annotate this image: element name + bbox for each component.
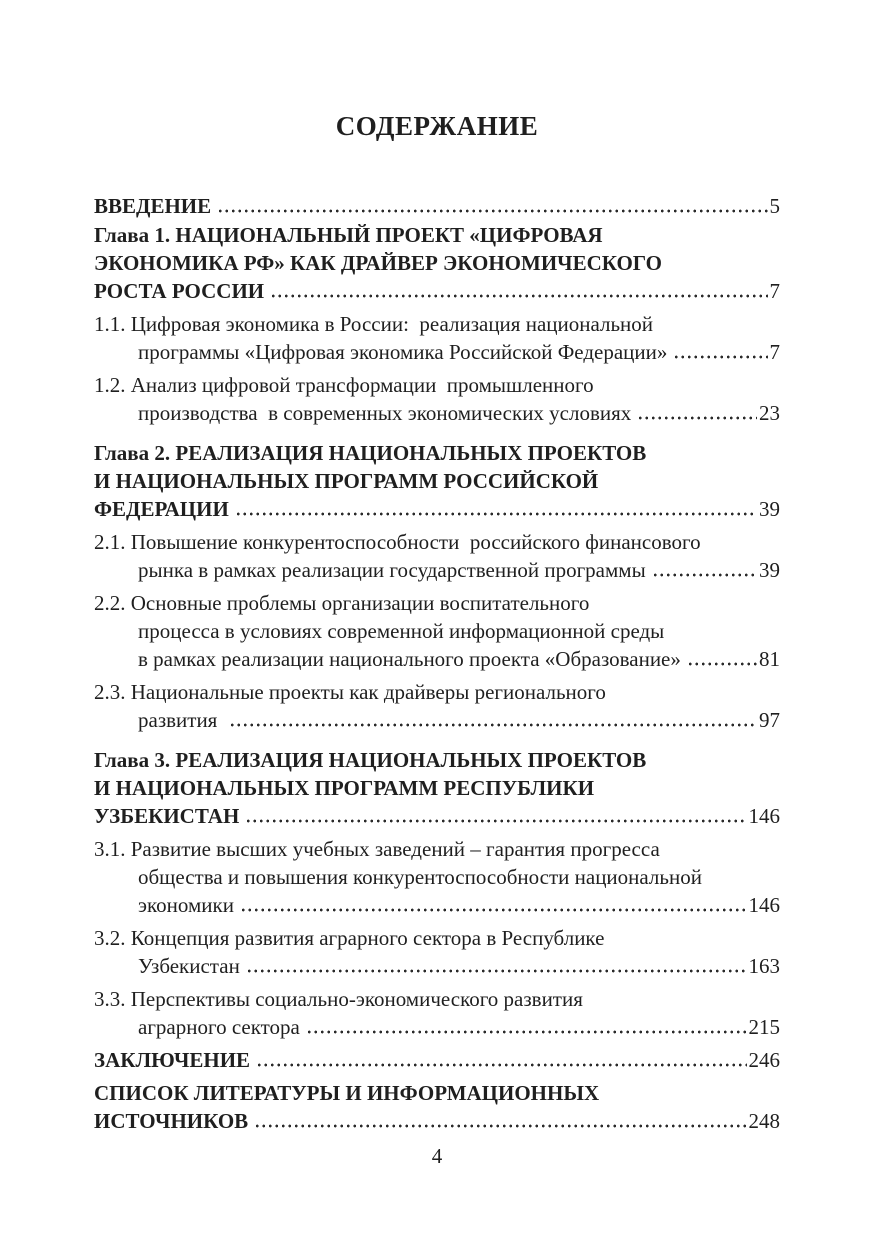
toc-entry-text: экономики bbox=[138, 893, 234, 917]
toc-page-ref: 39 bbox=[759, 558, 780, 582]
toc-entry bbox=[94, 746, 780, 830]
toc-entry-line bbox=[94, 249, 780, 277]
toc-page-ref: 7 bbox=[769, 279, 780, 303]
toc-entry-text: рынка в рамках реализации государственной программы bbox=[138, 558, 646, 582]
toc-page-ref: 7 bbox=[769, 340, 780, 364]
toc-entry-text: Глава 3. РЕАЛИЗАЦИЯ НАЦИОНАЛЬНЫХ ПРОЕКТОВ bbox=[94, 748, 647, 772]
dot-leader bbox=[637, 415, 757, 421]
toc-entry-text: СПИСОК ЛИТЕРАТУРЫ И ИНФОРМАЦИОННЫХ bbox=[94, 1081, 600, 1105]
toc-entry-text: ЗАКЛЮЧЕНИЕ bbox=[94, 1048, 251, 1072]
toc-entry-line bbox=[94, 277, 780, 305]
toc-page-ref: 146 bbox=[748, 893, 780, 917]
toc-entry-line bbox=[94, 528, 780, 556]
toc-entry-line bbox=[94, 863, 780, 891]
toc-entry-line bbox=[94, 310, 780, 338]
toc-page-ref: 5 bbox=[769, 194, 780, 218]
toc-entry-line bbox=[94, 467, 780, 495]
dot-leader bbox=[652, 572, 757, 578]
toc-entry-text: в рамках реализации национального проекта «Образование» bbox=[138, 647, 681, 671]
toc-entry-line bbox=[94, 952, 780, 980]
toc-entry bbox=[94, 221, 780, 305]
toc-page-ref: 146 bbox=[748, 804, 780, 828]
toc-entry-text: ЭКОНОМИКА РФ» КАК ДРАЙВЕР ЭКОНОМИЧЕСКОГО bbox=[94, 251, 662, 275]
dot-leader bbox=[240, 907, 747, 913]
toc-entry bbox=[94, 924, 780, 980]
toc-entry-text: 1.2. Анализ цифровой трансформации промышленного bbox=[94, 373, 594, 397]
toc-entry bbox=[94, 528, 780, 584]
toc-entry-line bbox=[94, 439, 780, 467]
toc-entry-line bbox=[94, 371, 780, 399]
toc-entry-line bbox=[94, 774, 780, 802]
toc-entry-text: УЗБЕКИСТАН bbox=[94, 804, 240, 828]
toc-entry-text: И НАЦИОНАЛЬНЫХ ПРОГРАММ РОССИЙСКОЙ bbox=[94, 469, 599, 493]
dot-leader bbox=[256, 1062, 746, 1068]
toc-title: СОДЕРЖАНИЕ bbox=[335, 111, 539, 141]
toc-page-ref: 97 bbox=[759, 708, 780, 732]
toc-entry bbox=[94, 678, 780, 734]
toc-entry-line bbox=[94, 835, 780, 863]
toc-page-ref: 23 bbox=[759, 401, 780, 425]
toc-page-ref: 81 bbox=[759, 647, 780, 671]
toc-entry-text: процесса в условиях современной информационной среды bbox=[138, 619, 665, 643]
toc-entry-line bbox=[94, 399, 780, 427]
toc-entry bbox=[94, 371, 780, 427]
page-number: 4 bbox=[431, 1144, 443, 1168]
toc-entry-text: Глава 1. НАЦИОНАЛЬНЫЙ ПРОЕКТ «ЦИФРОВАЯ bbox=[94, 223, 603, 247]
toc-entry-text: 3.1. Развитие высших учебных заведений – гарантия прогресса bbox=[94, 837, 660, 861]
toc-entry-text: РОСТА РОССИИ bbox=[94, 279, 265, 303]
dot-leader bbox=[270, 293, 767, 299]
toc-entry-line bbox=[94, 746, 780, 774]
dot-leader bbox=[217, 208, 767, 214]
toc-entry-text: ИСТОЧНИКОВ bbox=[94, 1109, 249, 1133]
toc-entry-text: общества и повышения конкурентоспособности национальной bbox=[138, 865, 702, 889]
toc-page-ref: 246 bbox=[748, 1048, 780, 1072]
toc-entry-line bbox=[94, 495, 780, 523]
toc-entry-text: 3.3. Перспективы социально-экономического развития bbox=[94, 987, 583, 1011]
toc-entry-text: 2.2. Основные проблемы организации воспитательного bbox=[94, 591, 590, 615]
dot-leader bbox=[673, 354, 767, 360]
toc-entry-text: ФЕДЕРАЦИИ bbox=[94, 497, 229, 521]
toc-entry-line bbox=[94, 706, 780, 734]
toc-page-ref: 248 bbox=[748, 1109, 780, 1133]
toc-entry-text: Глава 2. РЕАЛИЗАЦИЯ НАЦИОНАЛЬНЫХ ПРОЕКТОВ bbox=[94, 441, 647, 465]
toc-entry-line bbox=[94, 338, 780, 366]
toc-entry bbox=[94, 192, 780, 220]
toc-entry-line bbox=[94, 1079, 780, 1107]
dot-leader bbox=[235, 511, 757, 517]
toc-entry-line bbox=[94, 192, 780, 220]
dot-leader bbox=[254, 1123, 746, 1129]
toc-entry-text: аграрного сектора bbox=[138, 1015, 300, 1039]
toc-entry bbox=[94, 439, 780, 523]
toc-list bbox=[94, 192, 780, 1135]
dot-leader bbox=[245, 818, 746, 824]
toc-entry-line bbox=[94, 891, 780, 919]
toc-entry-line bbox=[94, 678, 780, 706]
dot-leader bbox=[246, 968, 747, 974]
toc-entry-text: 1.1. Цифровая экономика в России: реализация национальной bbox=[94, 312, 654, 336]
toc-entry-text: 3.2. Концепция развития аграрного сектора в Республике bbox=[94, 926, 605, 950]
toc-entry-line bbox=[94, 924, 780, 952]
toc-entry-line bbox=[94, 221, 780, 249]
toc-entry-text: 2.1. Повышение конкурентоспособности российского финансового bbox=[94, 530, 701, 554]
toc-entry-text: Узбекистан bbox=[138, 954, 240, 978]
toc-entry bbox=[94, 589, 780, 673]
toc-entry bbox=[94, 1046, 780, 1074]
dot-leader bbox=[229, 722, 757, 728]
toc-page-ref: 39 bbox=[759, 497, 780, 521]
toc-entry-line bbox=[94, 1107, 780, 1135]
toc-entry-line bbox=[94, 645, 780, 673]
toc-page-ref: 163 bbox=[748, 954, 780, 978]
toc-entry-text: 2.3. Национальные проекты как драйверы регионального bbox=[94, 680, 606, 704]
toc-entry-text: программы «Цифровая экономика Российской Федерации» bbox=[138, 340, 668, 364]
toc-entry-line bbox=[94, 1046, 780, 1074]
toc-page-ref: 215 bbox=[748, 1015, 780, 1039]
toc-entry-line bbox=[94, 617, 780, 645]
dot-leader bbox=[687, 661, 757, 667]
toc-entry-text: развития bbox=[138, 708, 223, 732]
toc-entry-text: И НАЦИОНАЛЬНЫХ ПРОГРАММ РЕСПУБЛИКИ bbox=[94, 776, 595, 800]
toc-entry bbox=[94, 835, 780, 919]
toc-entry-line bbox=[94, 985, 780, 1013]
toc-entry-line bbox=[94, 802, 780, 830]
toc-entry-line bbox=[94, 556, 780, 584]
toc-entry-line bbox=[94, 589, 780, 617]
toc-entry bbox=[94, 985, 780, 1041]
toc-entry bbox=[94, 1079, 780, 1135]
toc-entry-text: ВВЕДЕНИЕ bbox=[94, 194, 212, 218]
dot-leader bbox=[306, 1029, 747, 1035]
toc-entry-line bbox=[94, 1013, 780, 1041]
toc-entry bbox=[94, 310, 780, 366]
toc-entry-text: производства в современных экономических условиях bbox=[138, 401, 632, 425]
